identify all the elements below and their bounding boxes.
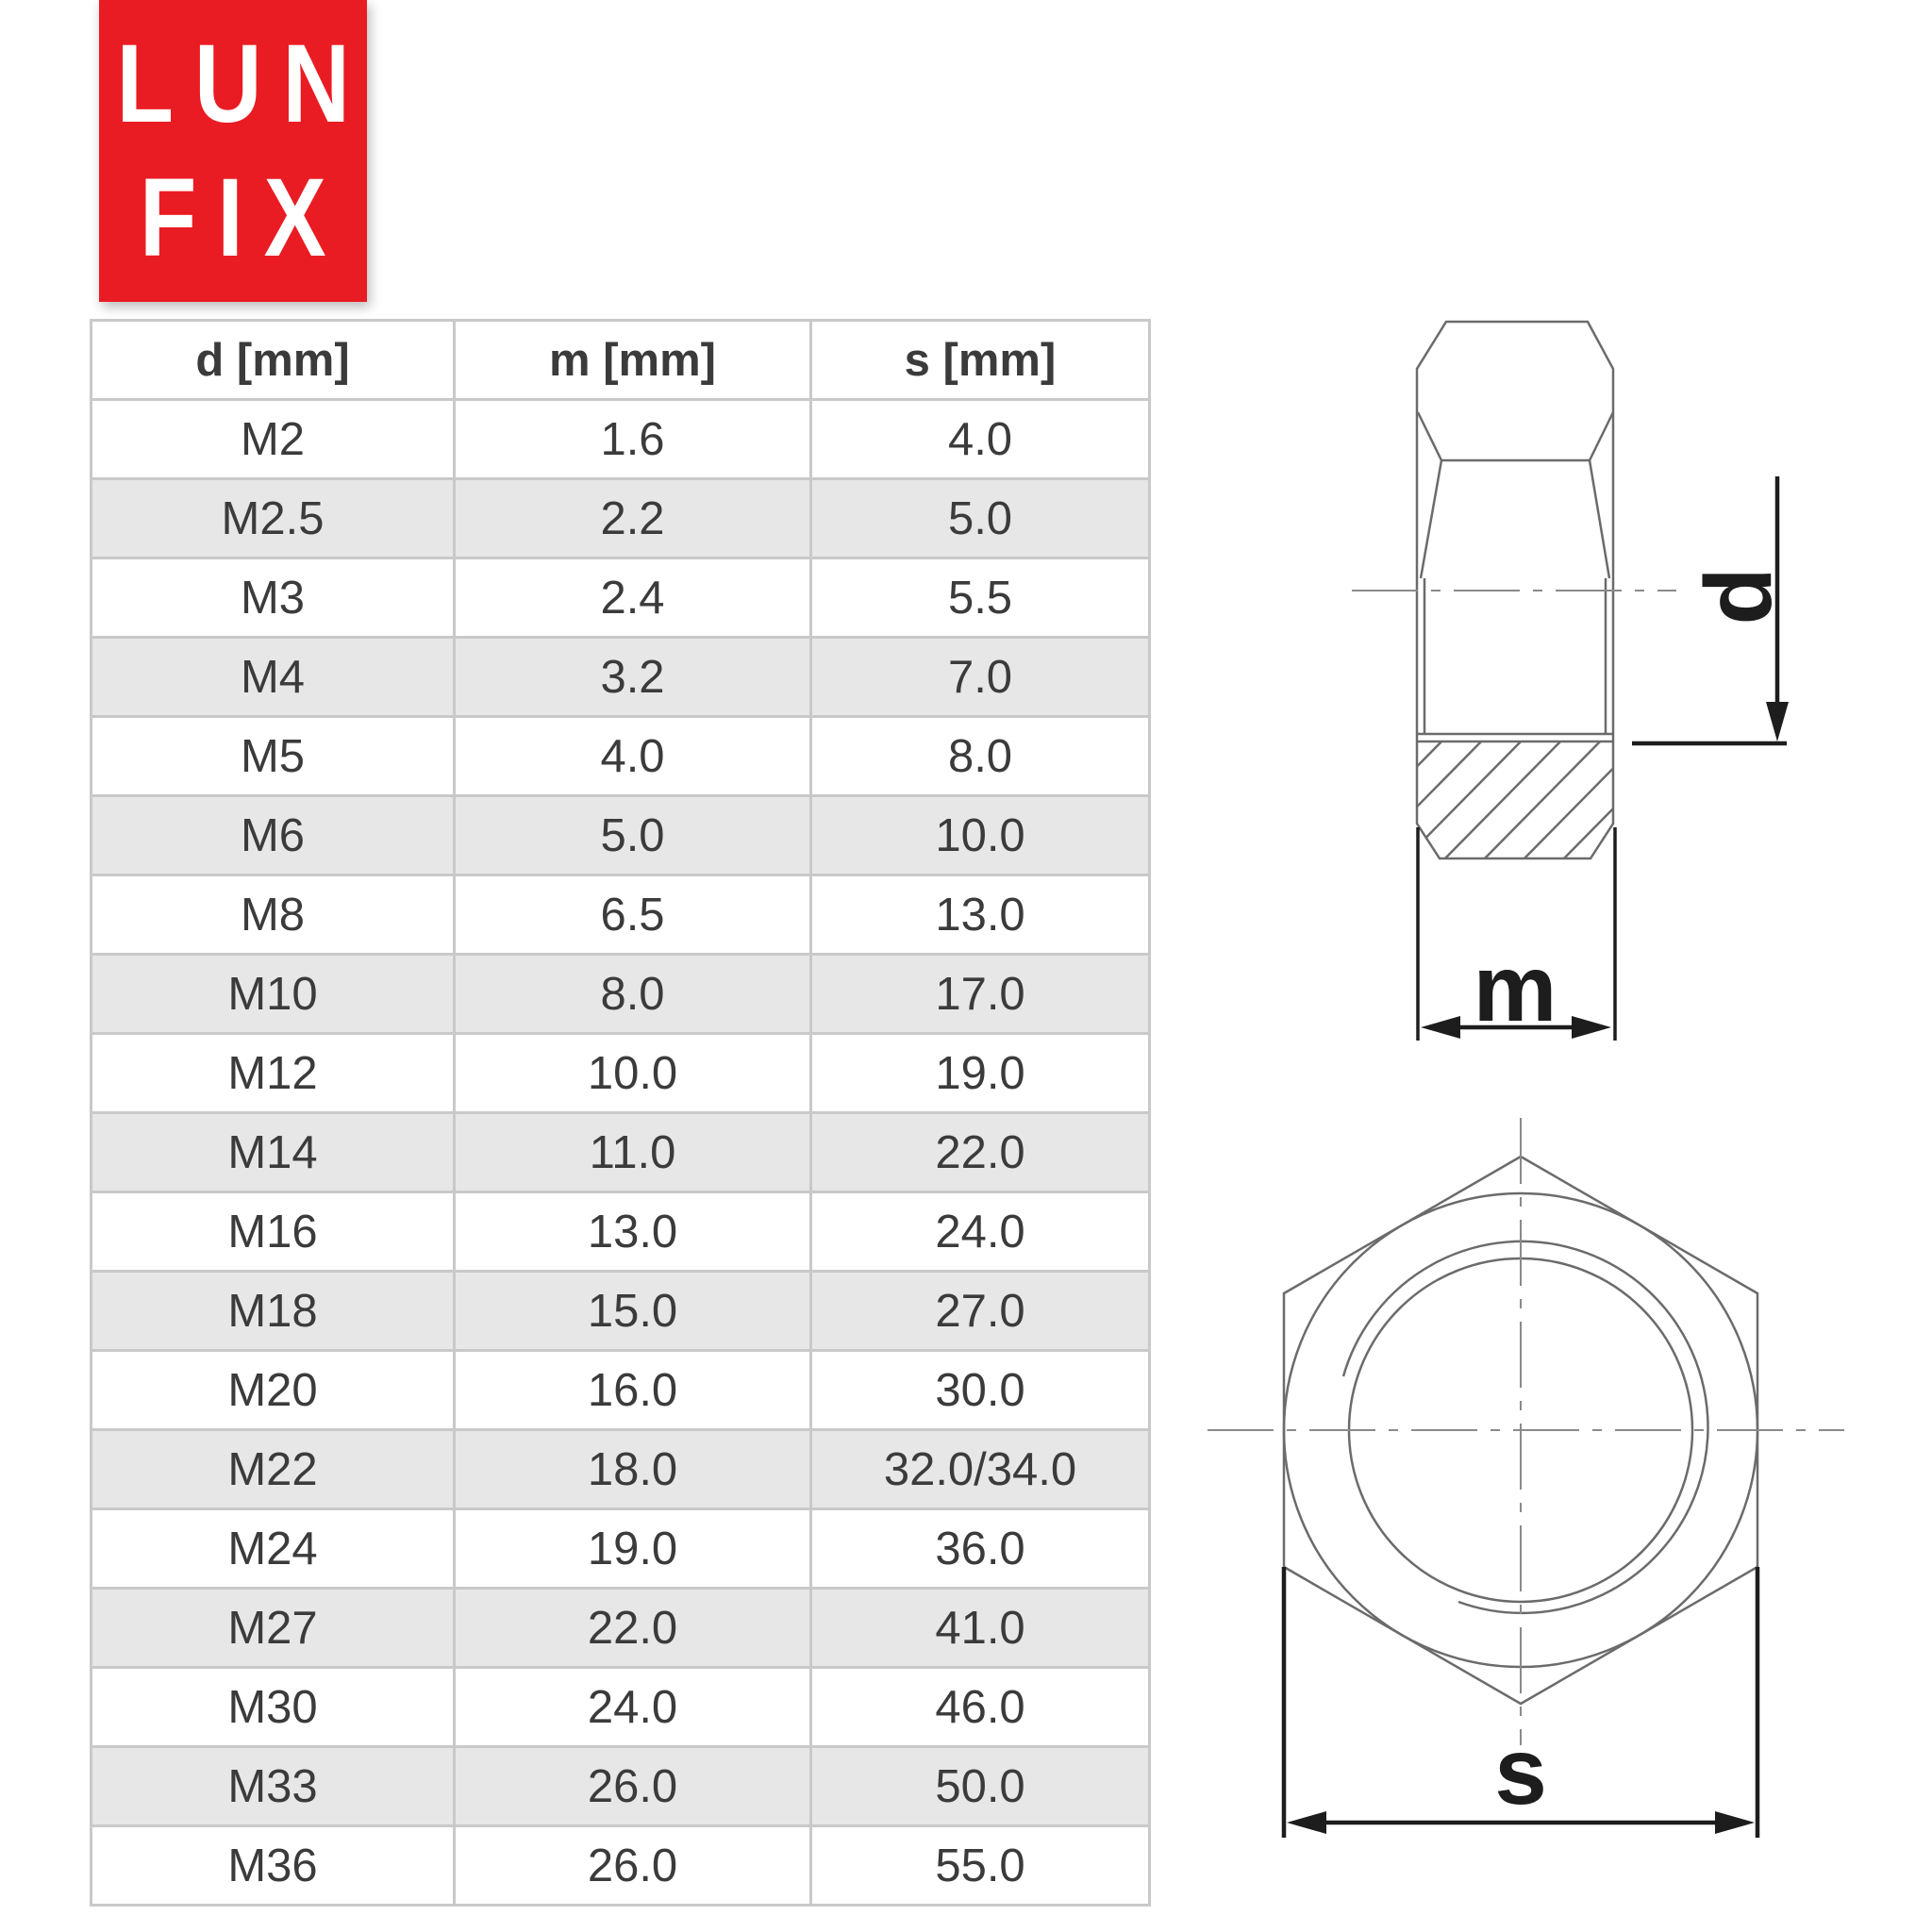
table-cell: 36.0 [811, 1509, 1150, 1589]
m-arrowhead-right [1572, 1016, 1611, 1039]
table-cell: 24.0 [811, 1192, 1150, 1272]
table-cell: 4.0 [455, 717, 811, 796]
table-cell: 22.0 [455, 1589, 811, 1668]
s-arrowhead-left [1287, 1811, 1326, 1834]
table-cell: 46.0 [811, 1668, 1150, 1747]
table-cell: 5.0 [811, 479, 1150, 558]
table-cell: 27.0 [811, 1272, 1150, 1351]
column-header-m: m [mm] [455, 321, 811, 400]
nut-top-view-drawing [1208, 1118, 1844, 1838]
table-cell: 3.2 [455, 638, 811, 717]
table-cell: 26.0 [455, 1747, 811, 1826]
table-cell: 19.0 [811, 1034, 1150, 1113]
table-cell: 18.0 [455, 1430, 811, 1509]
table-cell: M5 [92, 717, 455, 796]
table-cell: 17.0 [811, 955, 1150, 1034]
table-cell: M12 [92, 1034, 455, 1113]
table-cell: 13.0 [455, 1192, 811, 1272]
table-cell: 13.0 [811, 875, 1150, 955]
s-arrowhead-right [1715, 1811, 1755, 1834]
table-cell: 50.0 [811, 1747, 1150, 1826]
table-cell: 1.6 [455, 400, 811, 479]
column-header-s: s [mm] [811, 321, 1150, 400]
table-cell: 22.0 [811, 1113, 1150, 1192]
table-cell: 4.0 [811, 400, 1150, 479]
table-cell: M2 [92, 400, 455, 479]
dimension-label-d: d [1686, 567, 1791, 625]
table-cell: 11.0 [455, 1113, 811, 1192]
brand-logo-line1: LUN [116, 22, 371, 146]
table-cell: 8.0 [811, 717, 1150, 796]
table-cell: 5.0 [455, 796, 811, 875]
nut-facet-line-left [1421, 460, 1441, 578]
table-cell: M10 [92, 955, 455, 1034]
table-cell: 2.2 [455, 479, 811, 558]
section-hatching [1319, 734, 1687, 866]
table-cell: M30 [92, 1668, 455, 1747]
table-cell: 30.0 [811, 1351, 1150, 1430]
dimension-label-s: s [1494, 1719, 1547, 1824]
column-header-d: d [mm] [92, 321, 455, 400]
table-cell: 8.0 [455, 955, 811, 1034]
nut-side-view-drawing [1319, 322, 1791, 1041]
table-cell: M16 [92, 1192, 455, 1272]
m-arrowhead-left [1421, 1016, 1460, 1039]
table-cell: M6 [92, 796, 455, 875]
table-cell: M36 [92, 1826, 455, 1906]
table-cell: 55.0 [811, 1826, 1150, 1906]
dimension-label-m: m [1473, 936, 1557, 1041]
nut-top-face-line [1418, 412, 1613, 460]
nut-facet-line-right [1590, 460, 1609, 578]
d-arrowhead [1766, 702, 1789, 741]
brand-logo-line2: FIX [140, 156, 347, 280]
table-cell: 16.0 [455, 1351, 811, 1430]
table-cell: 2.4 [455, 558, 811, 638]
table-cell: M14 [92, 1113, 455, 1192]
table-cell: 6.5 [455, 875, 811, 955]
table-cell: 24.0 [455, 1668, 811, 1747]
table-cell: 10.0 [811, 796, 1150, 875]
table-cell: M33 [92, 1747, 455, 1826]
table-cell: 15.0 [455, 1272, 811, 1351]
table-cell: 10.0 [455, 1034, 811, 1113]
table-cell: 32.0/34.0 [811, 1430, 1150, 1509]
table-cell: M27 [92, 1589, 455, 1668]
table-cell: M4 [92, 638, 455, 717]
table-cell: 41.0 [811, 1589, 1150, 1668]
table-cell: M18 [92, 1272, 455, 1351]
table-cell: M24 [92, 1509, 455, 1589]
table-cell: 19.0 [455, 1509, 811, 1589]
table-cell: M3 [92, 558, 455, 638]
table-cell: 26.0 [455, 1826, 811, 1906]
table-cell: M2.5 [92, 479, 455, 558]
table-cell: M20 [92, 1351, 455, 1430]
table-cell: 7.0 [811, 638, 1150, 717]
table-cell: M22 [92, 1430, 455, 1509]
table-cell: 5.5 [811, 558, 1150, 638]
table-cell: M8 [92, 875, 455, 955]
thread-arc [1343, 1241, 1707, 1613]
